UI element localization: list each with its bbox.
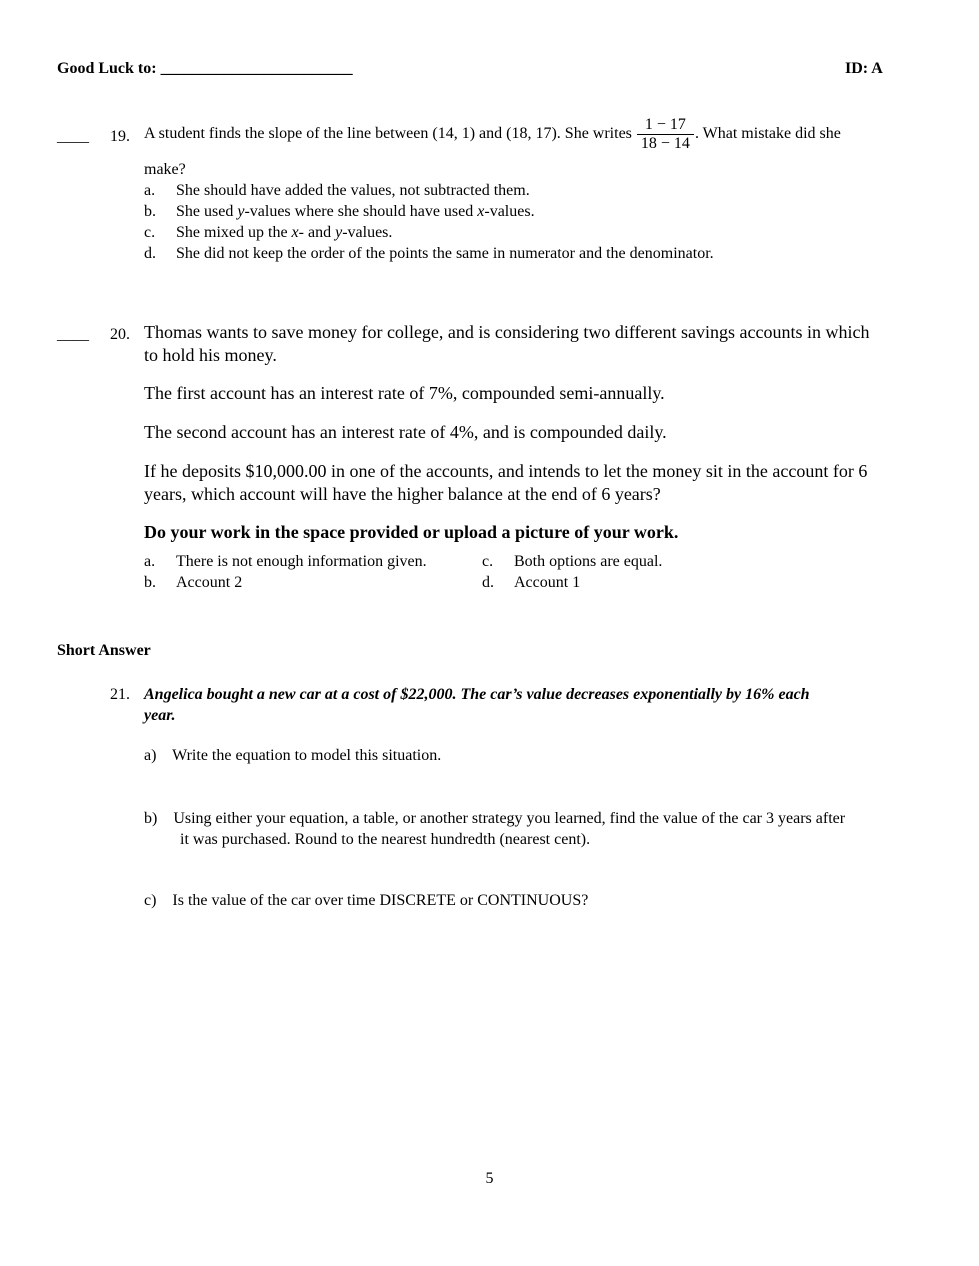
choice-text: She should have added the values, not subtracted them. <box>176 182 530 199</box>
choice-text: Both options are equal. <box>514 553 663 570</box>
page-number: 5 <box>485 1170 494 1187</box>
q21-part-c: c) Is the value of the car over time DISCRETE or CONTINUOUS? <box>144 892 589 909</box>
q21-stem-line1: Angelica bought a new car at a cost of $22,000. The car’s value decreases exponentially by 16% each <box>144 686 810 703</box>
choice-letter: a. <box>144 182 156 199</box>
q19-stem-line2: make? <box>144 161 186 178</box>
choice-letter: b. <box>144 574 156 591</box>
choice-letter: d. <box>144 245 156 262</box>
choice-text: Account 1 <box>514 574 581 591</box>
choice-variable: x <box>291 224 299 241</box>
q20-paragraph-2: The first account has an interest rate of 7%, compounded semi-annually. <box>144 383 665 403</box>
choice-letter: c. <box>482 553 494 570</box>
choice-text-pre: She mixed up the <box>176 224 292 241</box>
q20-answer-blank: ____ <box>57 326 89 343</box>
q20-number: 20. <box>110 326 130 343</box>
id-header <box>845 60 883 78</box>
choice-variable: y <box>237 203 245 220</box>
name-line: ________________________ <box>160 60 353 77</box>
q19-choice-a <box>144 180 530 201</box>
q19-choice-b <box>144 201 535 222</box>
q20-choice-b <box>144 572 242 593</box>
q19-stem-after: . What mistake did she <box>694 125 841 143</box>
id-label: ID: <box>845 60 869 77</box>
q20-paragraph-1-line1: Thomas wants to save money for college, and is considering two different savings accounts in which <box>144 322 870 342</box>
choice-text-pre: She used <box>176 203 238 220</box>
q21-number: 21. <box>110 686 130 703</box>
q19-choice-d <box>144 243 714 264</box>
q21-part-b-line1: b) Using either your equation, a table, or another strategy you learned, find the value of the car 3 years after <box>144 810 846 827</box>
q19-fraction <box>637 116 694 153</box>
choice-letter: b. <box>144 203 156 220</box>
q21-part-b-line2: it was purchased. Round to the nearest hundredth (nearest cent). <box>180 831 591 848</box>
q20-choice-a <box>144 551 427 572</box>
q20-paragraph-1-line2: to hold his money. <box>144 345 277 365</box>
choice-text-post: -values. <box>342 224 393 241</box>
choice-letter: a. <box>144 553 156 570</box>
choice-text: She did not keep the order of the points the same in numerator and the denominator. <box>176 245 714 262</box>
q20-choice-c <box>482 551 662 572</box>
q20-paragraph-3: The second account has an interest rate of 4%, and is compounded daily. <box>144 422 667 442</box>
q19-number: 19. <box>110 128 130 145</box>
q19-stem-before: A student finds the slope of the line between (14, 1) and (18, 17). She writes <box>144 125 632 143</box>
q21-part-a: a) Write the equation to model this situation. <box>144 747 442 764</box>
q20-paragraph-4-line1: If he deposits $10,000.00 in one of the accounts, and intends to let the money sit in the account for 6 <box>144 461 868 481</box>
choice-text: Account 2 <box>176 574 243 591</box>
good-luck-label: Good Luck to: <box>57 60 157 77</box>
q21-stem-line2: year. <box>144 707 176 724</box>
q19-fraction-denominator: 18 − 14 <box>640 135 690 152</box>
good-luck-header <box>57 60 353 78</box>
q19-answer-blank: ____ <box>57 128 89 145</box>
choice-variable: x <box>477 203 485 220</box>
q20-paragraph-4-line2: years, which account will have the higher balance at the end of 6 years? <box>144 484 661 504</box>
choice-text: There is not enough information given. <box>176 553 427 570</box>
q19-choice-c <box>144 222 392 243</box>
q20-choice-d <box>482 572 580 593</box>
choice-letter: c. <box>144 224 156 241</box>
q19-stem <box>144 116 841 153</box>
choice-text-post: -values. <box>484 203 535 220</box>
choice-variable: y <box>335 224 343 241</box>
q19-fraction-numerator: 1 − 17 <box>637 116 694 135</box>
q20-instruction: Do your work in the space provided or upload a picture of your work. <box>144 522 679 542</box>
short-answer-heading: Short Answer <box>57 642 151 659</box>
id-value: A <box>871 60 883 77</box>
choice-text-mid: - and <box>298 224 336 241</box>
choice-letter: d. <box>482 574 494 591</box>
choice-text-mid: -values where she should have used <box>244 203 478 220</box>
